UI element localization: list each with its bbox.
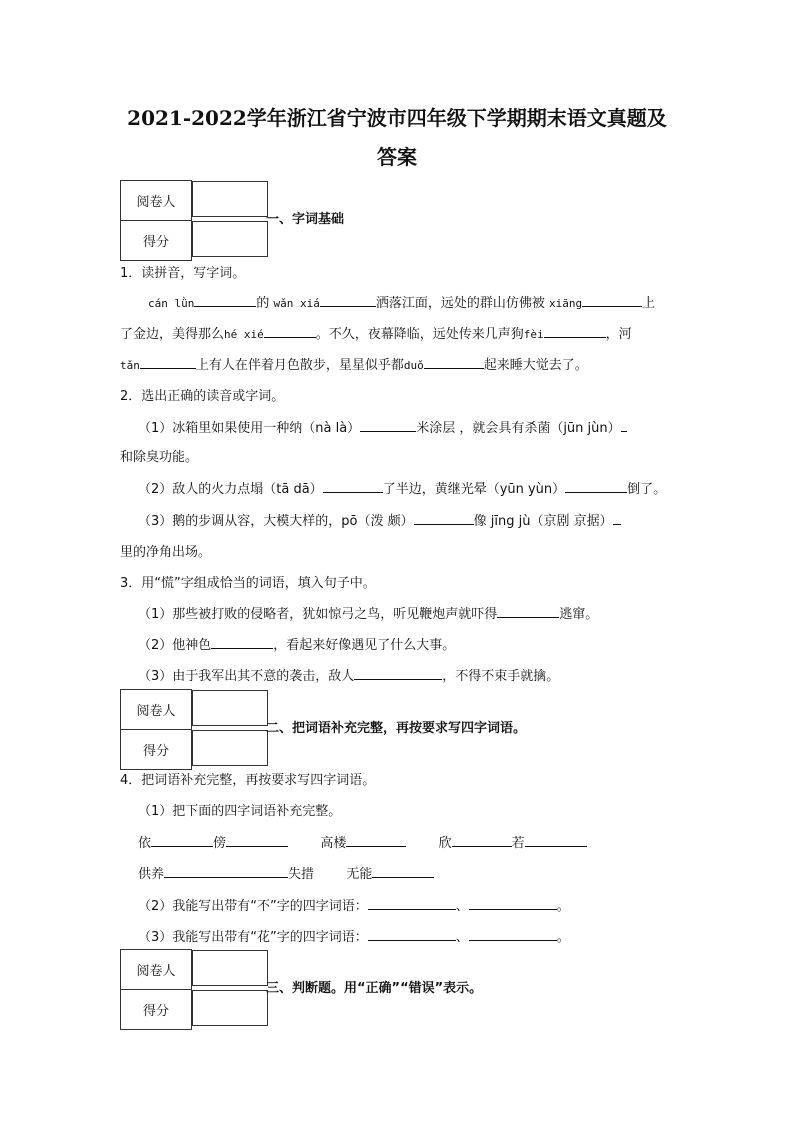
- answer-blank[interactable]: [151, 832, 213, 847]
- q2-s3: （3）鹅的步调从容，大模大样的，pō（泼 颇） 像 jīng jù（京剧 京据）: [138, 510, 621, 529]
- answer-blank[interactable]: [346, 832, 406, 847]
- score-label: 得分: [121, 730, 192, 770]
- answer-blank[interactable]: [565, 478, 627, 493]
- answer-blank[interactable]: [469, 926, 557, 941]
- q4-words-row2: 供养 失措 无能: [138, 863, 434, 882]
- q1-line2: 了金边，美得那么hé xié 。不久，夜幕降临，远处传来几声狗fèi ，河: [120, 323, 632, 342]
- answer-blank[interactable]: [211, 634, 273, 649]
- q3-s2: （2）他神色 ，看起来好像遇见了什么大事。: [138, 634, 455, 653]
- answer-blank[interactable]: [497, 603, 559, 618]
- q2-stem: 2．选出正确的读音或字词。: [120, 389, 285, 404]
- answer-blank[interactable]: [320, 292, 376, 307]
- answer-blank[interactable]: [414, 510, 474, 525]
- answer-blank[interactable]: [323, 478, 383, 493]
- section2-title: 二、把词语补充完整，再按要求写四字词语。: [266, 721, 527, 736]
- answer-blank[interactable]: [194, 292, 256, 307]
- score-box-section1: [120, 180, 384, 252]
- answer-blank[interactable]: [354, 665, 442, 680]
- answer-blank[interactable]: [164, 863, 288, 878]
- reviewer-cell[interactable]: [192, 181, 268, 217]
- q2-s2: （2）敌人的火力点塌（tā dā） 了半边，黄继光晕（yūn yùn） 倒了。: [138, 478, 666, 497]
- section3-title: 三、判断题。用“正确”“错误”表示。: [266, 981, 483, 996]
- score-box-section2: [120, 689, 527, 761]
- answer-blank[interactable]: [368, 926, 456, 941]
- answer-blank[interactable]: [264, 323, 316, 338]
- q3-s3: （3）由于我军出其不意的袭击，敌人 ，不得不束手就擒。: [138, 665, 559, 684]
- answer-blank[interactable]: [544, 323, 606, 338]
- q2-s1-cont: 和除臭功能。: [120, 450, 199, 465]
- q3-s1: （1）那些被打败的侵略者，犹如惊弓之鸟，听见鞭炮声就吓得 逃窜。: [138, 603, 598, 622]
- answer-blank[interactable]: [140, 354, 196, 369]
- answer-blank[interactable]: [621, 417, 627, 432]
- answer-blank[interactable]: [469, 895, 557, 910]
- score-cell[interactable]: [192, 730, 268, 766]
- answer-blank[interactable]: [582, 292, 642, 307]
- q4-s2: （2）我能写出带有“不”字的四字词语： 、 。: [138, 895, 570, 914]
- answer-blank[interactable]: [368, 895, 456, 910]
- q4-s1: （1）把下面的四字词语补充完整。: [138, 804, 342, 819]
- q4-s3: （3）我能写出带有“花”字的四字词语： 、 。: [138, 926, 570, 945]
- q2-s1: （1）冰箱里如果使用一种纳（nà là） 米涂层 ，就会具有杀菌（jūn jùn）: [138, 417, 627, 436]
- answer-blank[interactable]: [226, 832, 288, 847]
- reviewer-cell[interactable]: [192, 690, 268, 726]
- reviewer-cell[interactable]: [192, 950, 268, 986]
- score-box-section3: [120, 949, 483, 1021]
- section1-title: 一、字词基础: [266, 212, 345, 227]
- document-title-line1: 2021-2022学年浙江省宁波市四年级下学期期末语文真题及: [127, 106, 667, 130]
- answer-blank[interactable]: [452, 832, 512, 847]
- document-title-line2: 答案: [377, 145, 417, 169]
- q4-words-row1: 依 傍 高楼 欣 若: [138, 832, 587, 851]
- answer-blank[interactable]: [525, 832, 587, 847]
- answer-blank[interactable]: [372, 863, 434, 878]
- reviewer-label: 阅卷人: [121, 950, 192, 990]
- q2-s3-cont: 里的净角出场。: [120, 545, 212, 560]
- q1-stem: 1．读拼音，写字词。: [120, 266, 246, 281]
- answer-blank[interactable]: [424, 354, 484, 369]
- score-cell[interactable]: [192, 990, 268, 1026]
- answer-blank[interactable]: [613, 510, 621, 525]
- q1-line1: cán lǜn 的 wǎn xiá 洒落江面，远处的群山仿佛被 xiāng 上: [148, 292, 655, 311]
- q4-stem: 4．把词语补充完整，再按要求写四字词语。: [120, 773, 376, 788]
- score-cell[interactable]: [192, 221, 268, 257]
- reviewer-label: 阅卷人: [121, 690, 192, 730]
- score-label: 得分: [121, 221, 192, 261]
- reviewer-label: 阅卷人: [121, 181, 192, 221]
- score-label: 得分: [121, 990, 192, 1030]
- answer-blank[interactable]: [360, 417, 416, 432]
- q3-stem: 3．用“慌”字组成恰当的词语，填入句子中。: [120, 576, 376, 591]
- q1-line3: tǎn 上有人在伴着月色散步，星星似乎都duǒ 起来睡大觉去了。: [120, 354, 588, 373]
